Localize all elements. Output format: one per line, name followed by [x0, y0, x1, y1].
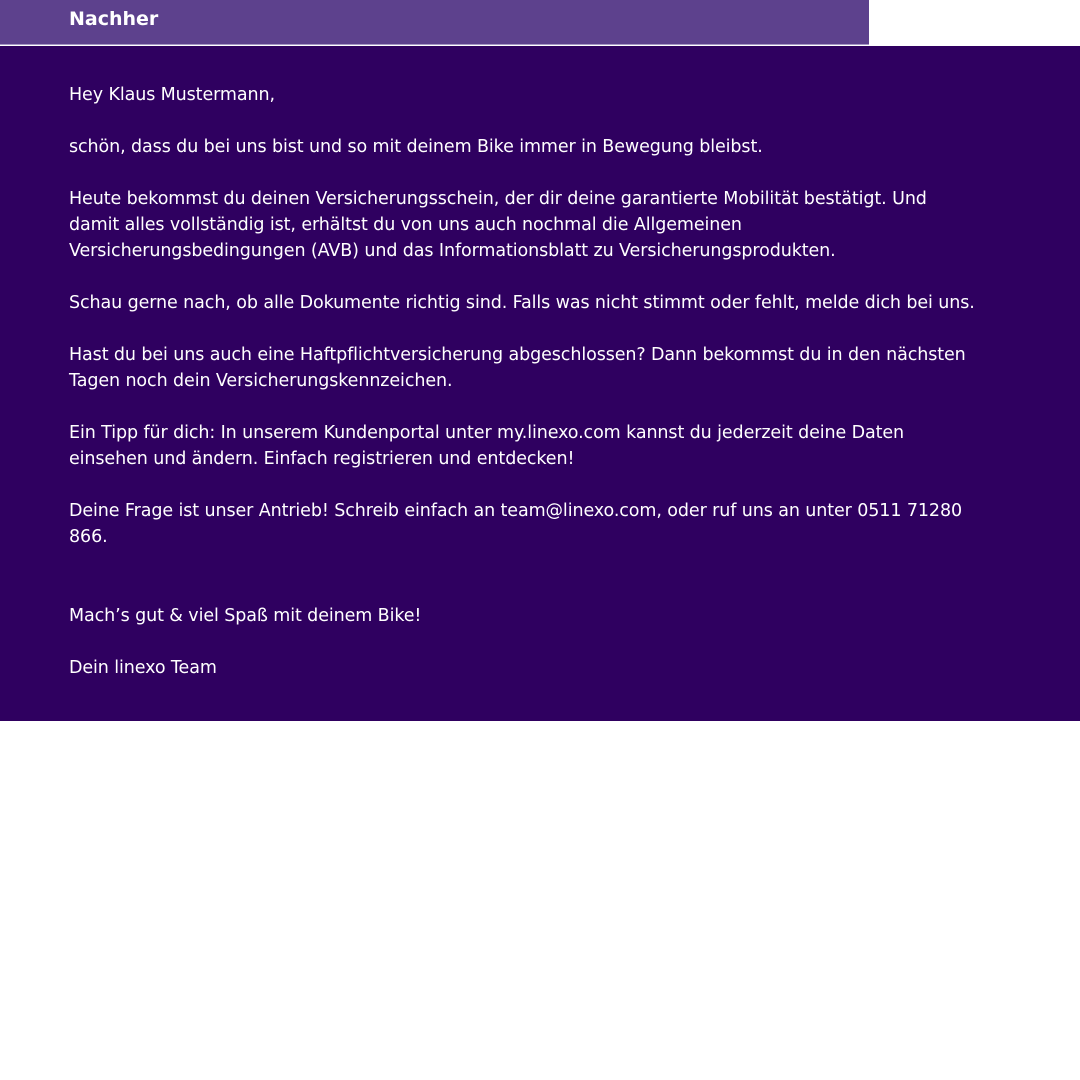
- email-closing: Mach’s gut & viel Spaß mit deinem Bike!: [69, 606, 422, 626]
- email-paragraph-contact: Deine Frage ist unser Antrieb! Schreib einfach an team@linexo.com, oder ruf uns an unter 0511 71280 866.: [69, 501, 963, 547]
- after-label: Nachher: [69, 8, 159, 30]
- after-label-bar: [0, 0, 869, 45]
- email-paragraph-welcome: schön, dass du bei uns bist und so mit deinem Bike immer in Bewegung bleibst.: [69, 137, 763, 157]
- email-greeting: Hey Klaus Mustermann,: [69, 85, 275, 105]
- email-body: [0, 46, 1080, 721]
- email-paragraph-check: Schau gerne nach, ob alle Dokumente richtig sind. Falls was nicht stimmt oder fehlt, melde dich bei uns.: [69, 293, 975, 313]
- email-signature: Dein linexo Team: [69, 658, 217, 678]
- email-paragraph-portal: Ein Tipp für dich: In unserem Kundenportal unter my.linexo.com kannst du jederzeit deine Daten einsehen und ändern. Einfach registrieren und entdecken!: [69, 423, 905, 469]
- email-paragraph-documents: Heute bekommst du deinen Versicherungsschein, der dir deine garantierte Mobilität bestätigt. Und damit alles vollständig ist, erhältst du von uns auch nochmal die Allgemeinen Versicherungsbedingungen (AVB) und das Informationsblatt zu Versicherungsprodukten.: [69, 189, 927, 261]
- email-paragraph-liability: Hast du bei uns auch eine Haftpflichtversicherung abgeschlossen? Dann bekommst du in den nächsten Tagen noch dein Versicherungskennzeichen.: [69, 345, 966, 391]
